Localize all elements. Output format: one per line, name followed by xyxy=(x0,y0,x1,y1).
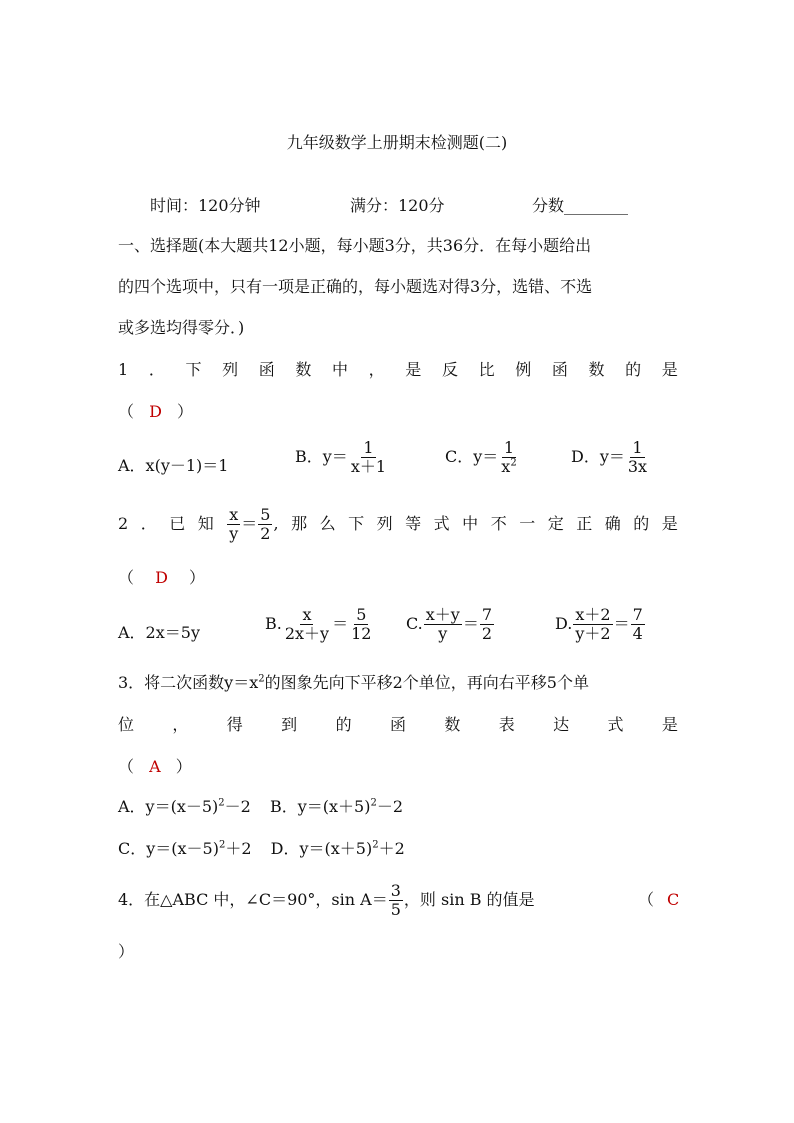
q2-token: 下 xyxy=(348,514,365,533)
question-3-line-1 xyxy=(118,673,678,693)
stem-text: 4．在△ABC 中，∠C＝90°，sin A＝ xyxy=(118,890,388,909)
time-label: 时间：120分钟 xyxy=(150,196,261,215)
q2-token: 已 xyxy=(169,514,186,533)
q1-token: 数 xyxy=(295,360,312,379)
q2-token: 知 xyxy=(197,514,214,533)
q1-token: 的 xyxy=(625,360,642,379)
option-text: D．y＝(x＋5) xyxy=(270,839,373,858)
numerator: 1 xyxy=(503,438,515,457)
q2-token: 不 xyxy=(490,514,507,533)
exponent: 2 xyxy=(218,839,226,851)
exponent: 2 xyxy=(218,797,225,809)
q3-token: 数 xyxy=(444,715,461,734)
answer-mark: D xyxy=(155,568,168,587)
equals-sign: ＝ xyxy=(462,614,479,633)
q2-token: 的 xyxy=(633,514,650,533)
q1-token: 数 xyxy=(588,360,605,379)
stem-text: 3．将二次函数y＝x xyxy=(118,673,259,692)
denominator: 2 xyxy=(481,624,493,643)
option-prefix: D. xyxy=(555,614,573,633)
q1-option-c xyxy=(445,439,520,476)
q3-option-c xyxy=(118,839,252,858)
fraction xyxy=(349,606,373,643)
q3-token: 表 xyxy=(498,715,515,734)
denominator: 2 xyxy=(260,523,271,543)
comma: , xyxy=(273,513,279,533)
numerator: 7 xyxy=(632,605,643,624)
fraction xyxy=(227,506,240,543)
denominator xyxy=(499,458,518,476)
equals-sign: ＝ xyxy=(332,614,349,633)
denominator: 4 xyxy=(632,624,643,643)
paren-close: ） xyxy=(177,402,194,421)
q2-token: 那 xyxy=(291,514,308,533)
option-text: ＋2 xyxy=(378,839,405,858)
paren-open: （ xyxy=(118,402,135,421)
numerator: x xyxy=(302,605,312,624)
instructions-line-2: 的四个选项中，只有一项是正确的，每小题选对得3分，选错、不选 xyxy=(118,277,593,296)
option-text: －2 xyxy=(376,797,404,816)
equals-sign: ＝ xyxy=(241,513,258,533)
fraction xyxy=(349,439,388,476)
exponent: 2 xyxy=(370,797,377,809)
q1-token: 列 xyxy=(222,360,239,379)
q2-token: 定 xyxy=(547,514,564,533)
q2-token: 式 xyxy=(433,514,450,533)
q3-token: 到 xyxy=(281,715,298,734)
q1-token: 函 xyxy=(258,360,275,379)
stem-text: 的图象先向下平移2个单位，再向右平移5个单 xyxy=(264,673,589,692)
paren-open: （ xyxy=(118,568,135,587)
option-text: ＋2 xyxy=(225,839,252,858)
paren-close: ） xyxy=(175,757,192,776)
q2-token: 中 xyxy=(462,514,479,533)
option-prefix: C. xyxy=(406,614,423,633)
q2-option-c xyxy=(406,606,495,643)
stem-text: ，则 sin B 的值是 xyxy=(403,890,535,909)
fraction xyxy=(389,882,403,919)
q1-token: 是 xyxy=(661,360,678,379)
exponent: 2 xyxy=(510,457,517,469)
option-prefix: B. xyxy=(265,614,282,633)
option-prefix: C．y＝ xyxy=(445,447,499,466)
q3-option-d xyxy=(271,839,405,858)
full-score-label: 满分：120分 xyxy=(350,196,445,215)
question-1-answer xyxy=(118,402,678,422)
numerator: 1 xyxy=(363,438,374,457)
q2-condition xyxy=(226,506,278,543)
question-3-answer xyxy=(118,757,678,777)
q1-token: 中 xyxy=(332,360,349,379)
q2-token: 等 xyxy=(405,514,422,533)
q3-token: 式 xyxy=(607,715,624,734)
page-title: 九年级数学上册期末检测题(二) xyxy=(286,133,508,152)
q3-token: 的 xyxy=(335,715,352,734)
q2-token: ． xyxy=(140,514,157,533)
denominator: y＋2 xyxy=(575,624,611,643)
option-text: －2 xyxy=(224,797,251,816)
option-text: B．y＝(x＋5) xyxy=(269,797,371,816)
question-3-options-ab xyxy=(118,797,678,817)
denominator: 3x xyxy=(627,457,648,476)
exponent: 2 xyxy=(372,839,379,851)
denominator: 12 xyxy=(351,624,372,643)
q1-token: 比 xyxy=(478,360,495,379)
option-prefix: D．y＝ xyxy=(571,447,625,466)
numerator: 5 xyxy=(356,605,367,624)
fraction xyxy=(480,606,494,643)
q1-token: 1 xyxy=(118,360,129,379)
question-4-close: ） xyxy=(118,942,135,961)
q3-option-a xyxy=(118,797,251,816)
q1-option-d xyxy=(571,439,650,476)
numerator: 1 xyxy=(632,438,643,457)
q1-token: 函 xyxy=(551,360,568,379)
fraction xyxy=(499,439,518,476)
denominator: y xyxy=(438,624,448,643)
fraction xyxy=(283,606,331,643)
q3-token: 是 xyxy=(661,715,678,734)
option-text: C．y＝(x－5) xyxy=(118,839,219,858)
instructions-line-1: 一、选择题(本大题共12小题，每小题3分，共36分．在每小题给出 xyxy=(118,236,592,255)
question-2-answer xyxy=(118,568,678,588)
q2-token: 一 xyxy=(519,514,536,533)
denominator: y xyxy=(229,523,239,543)
denominator: x＋1 xyxy=(350,457,387,476)
q1-option-a: A．x(y－1)＝1 xyxy=(118,456,229,475)
q3-token: 得 xyxy=(226,715,243,734)
numerator: x＋2 xyxy=(575,605,611,624)
numerator: 5 xyxy=(260,504,271,524)
q3-token: 函 xyxy=(389,715,406,734)
q2-option-a: A．2x＝5y xyxy=(118,623,200,642)
q2-token: 么 xyxy=(319,514,336,533)
numerator: 3 xyxy=(390,880,401,900)
question-1-stem xyxy=(118,360,678,380)
q2-token: 是 xyxy=(661,514,678,533)
q3-option-b xyxy=(270,797,403,816)
denominator: 5 xyxy=(390,899,401,919)
answer-mark: D xyxy=(149,402,162,421)
fraction xyxy=(626,439,649,476)
q2-token: 列 xyxy=(376,514,393,533)
fraction xyxy=(573,606,612,643)
numerator: x xyxy=(229,504,239,524)
q2-token: 正 xyxy=(576,514,593,533)
paren-open: （ xyxy=(638,890,655,909)
score-field: 分数________ xyxy=(532,196,629,215)
q1-token: 反 xyxy=(441,360,458,379)
q2-option-d xyxy=(555,606,646,643)
answer-mark: A xyxy=(149,757,161,776)
q3-token: 位 xyxy=(118,715,135,734)
answer-mark: C xyxy=(667,890,680,909)
question-4-stem xyxy=(118,879,678,921)
base: x xyxy=(501,457,511,476)
exponent: 2 xyxy=(258,673,265,685)
numerator: x＋y xyxy=(425,605,460,624)
paren-close: ） xyxy=(189,568,206,587)
q1-token: 例 xyxy=(515,360,532,379)
fraction xyxy=(631,606,645,643)
q2-option-b xyxy=(265,606,374,643)
question-3-options-cd xyxy=(118,839,678,859)
numerator: 7 xyxy=(481,605,493,624)
q1-token: ． xyxy=(148,360,165,379)
denominator: 2x＋y xyxy=(284,624,330,643)
fraction xyxy=(258,506,272,543)
q1-token: 下 xyxy=(185,360,202,379)
option-prefix: B．y＝ xyxy=(295,447,348,466)
q2-token: 2 xyxy=(118,514,129,533)
q2-token: 确 xyxy=(604,514,621,533)
q1-option-b xyxy=(295,439,389,476)
question-2-stem xyxy=(118,503,678,545)
q3-token: ， xyxy=(172,715,189,734)
question-3-line-2 xyxy=(118,715,678,735)
q3-token: 达 xyxy=(553,715,570,734)
equals-sign: ＝ xyxy=(613,614,630,633)
option-text: A．y＝(x－5) xyxy=(118,797,219,816)
q1-token: 是 xyxy=(405,360,422,379)
paren-open: （ xyxy=(118,757,135,776)
q1-token: ， xyxy=(368,360,385,379)
instructions-line-3: 或多选均得零分．) xyxy=(118,318,245,337)
fraction xyxy=(424,606,462,643)
